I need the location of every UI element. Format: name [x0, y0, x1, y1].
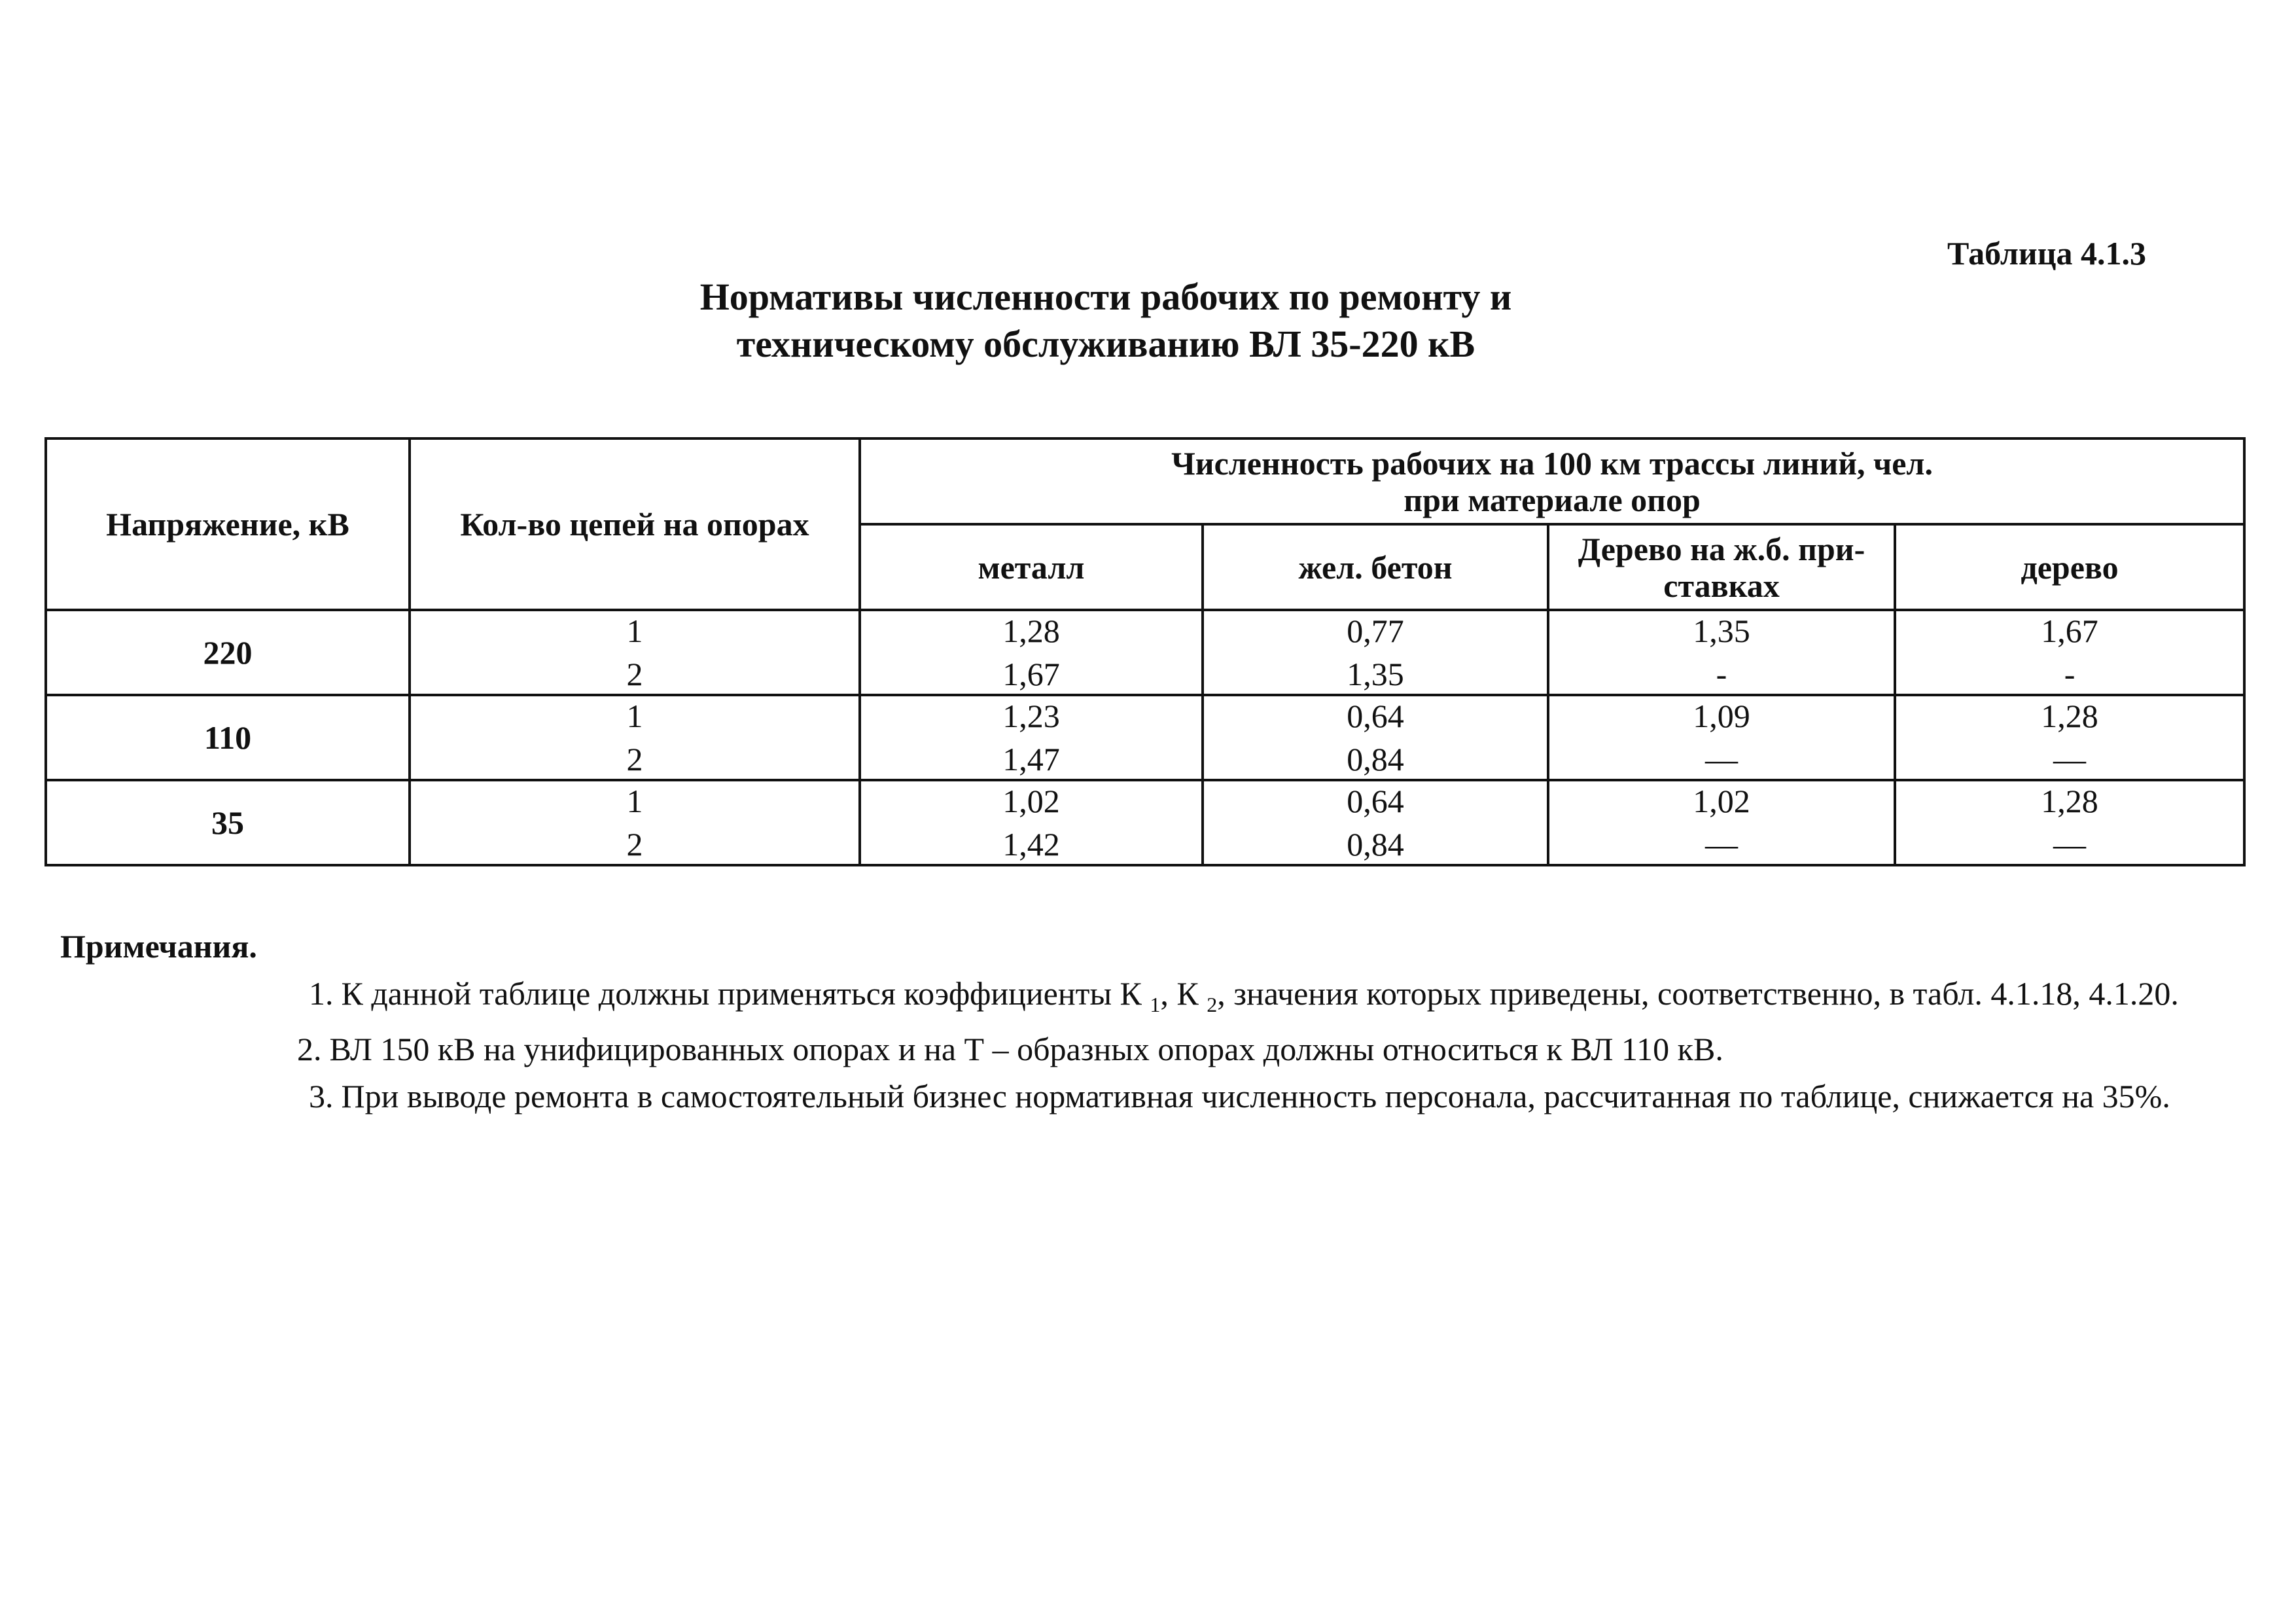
concrete-cell: [1203, 695, 1548, 780]
note-item-3: [309, 1075, 2246, 1117]
wood-cell: [1895, 780, 2244, 865]
voltage-cell: 220: [46, 610, 410, 695]
note-text-part: , К: [1160, 975, 1199, 1012]
header-circuits: Кол-во цепей на опорах: [410, 438, 860, 610]
table-row: [46, 780, 2244, 865]
cell-value: 0,64: [1347, 783, 1404, 819]
cell-value: 0,77: [1347, 613, 1404, 649]
cell-value: —: [2053, 741, 2087, 777]
wood-on-concrete-cell: [1548, 695, 1895, 780]
cell-value: 1,28: [2041, 783, 2098, 819]
note-text: ВЛ 150 кВ на унифицированных опорах и на Т – образных опорах должны относиться к ВЛ 110 кВ.: [329, 1031, 1723, 1067]
voltage-cell: 35: [46, 780, 410, 865]
note-text-part: К данной таблице должны применяться коэффициенты К: [341, 975, 1142, 1012]
header-material-wood-on-concrete: Дерево на ж.б. при-ставках: [1548, 524, 1895, 610]
header-material-wood: дерево: [1895, 524, 2244, 610]
cell-value: —: [1705, 826, 1738, 863]
circuits-cell: [410, 695, 860, 780]
circuits-cell: [410, 610, 860, 695]
wood-on-concrete-cell: [1548, 610, 1895, 695]
table-row: [46, 610, 2244, 695]
note-item-2: [297, 1028, 2246, 1070]
cell-value: 2: [626, 741, 643, 777]
header-staff-group-line-1: Численность рабочих на 100 км трассы линий, чел.: [1171, 444, 1933, 482]
cell-value: 1,23: [1002, 698, 1060, 734]
note-subscript: 1: [1150, 993, 1161, 1016]
staffing-norms-table: [44, 437, 2246, 866]
cell-value: —: [1705, 741, 1738, 777]
cell-value: 0,84: [1347, 826, 1404, 863]
cell-value: 1,67: [1002, 656, 1060, 692]
cell-value: 1,02: [1002, 783, 1060, 819]
voltage-cell: 110: [46, 695, 410, 780]
cell-value: 1: [626, 698, 643, 734]
cell-value: 1: [626, 783, 643, 819]
cell-value: 2: [626, 826, 643, 863]
header-material-concrete: жел. бетон: [1203, 524, 1548, 610]
cell-value: -: [1716, 656, 1727, 692]
cell-value: 1,28: [1002, 613, 1060, 649]
cell-value: 1,42: [1002, 826, 1060, 863]
document-title: [589, 274, 1623, 368]
cell-value: 0,84: [1347, 741, 1404, 777]
note-item-1: [309, 972, 2246, 1026]
concrete-cell: [1203, 780, 1548, 865]
cell-value: 1,28: [2041, 698, 2098, 734]
wood-cell: [1895, 695, 2244, 780]
note-number: 1.: [309, 975, 334, 1012]
table-number-label: Таблица 4.1.3: [1947, 235, 2146, 272]
cell-value: 1,47: [1002, 741, 1060, 777]
cell-value: 2: [626, 656, 643, 692]
notes-section: [60, 925, 2246, 1117]
note-text: При выводе ремонта в самостоятельный бизнес нормативная численность персонала, рассчитанная по таблице, снижается на 35%.: [341, 1078, 2170, 1115]
metal-cell: [860, 780, 1203, 865]
cell-value: 1: [626, 613, 643, 649]
document-title-line-2: техническому обслуживанию ВЛ 35-220 кВ: [736, 323, 1475, 365]
cell-value: 0,64: [1347, 698, 1404, 734]
cell-value: -: [2064, 656, 2075, 692]
wood-cell: [1895, 610, 2244, 695]
cell-value: 1,67: [2041, 613, 2098, 649]
cell-value: 1,09: [1693, 698, 1750, 734]
cell-value: 1,02: [1693, 783, 1750, 819]
metal-cell: [860, 695, 1203, 780]
note-subscript: 2: [1207, 993, 1218, 1016]
metal-cell: [860, 610, 1203, 695]
note-number: 3.: [309, 1078, 334, 1115]
circuits-cell: [410, 780, 860, 865]
note-number: 2.: [297, 1031, 322, 1067]
wood-on-concrete-cell: [1548, 780, 1895, 865]
concrete-cell: [1203, 610, 1548, 695]
cell-value: 1,35: [1693, 613, 1750, 649]
table-row: [46, 695, 2244, 780]
header-material-metal: металл: [860, 524, 1203, 610]
header-staff-group-line-2: при материале опор: [1404, 481, 1701, 518]
cell-value: 1,35: [1347, 656, 1404, 692]
document-title-line-1: Нормативы численности рабочих по ремонту и: [699, 276, 1512, 318]
header-voltage: Напряжение, кВ: [46, 438, 410, 610]
note-text-part: , значения которых приведены, соответственно, в табл. 4.1.18, 4.1.20.: [1217, 975, 2179, 1012]
cell-value: —: [2053, 826, 2087, 863]
header-staff-group: [860, 438, 2244, 524]
notes-title: Примечания.: [60, 928, 257, 965]
